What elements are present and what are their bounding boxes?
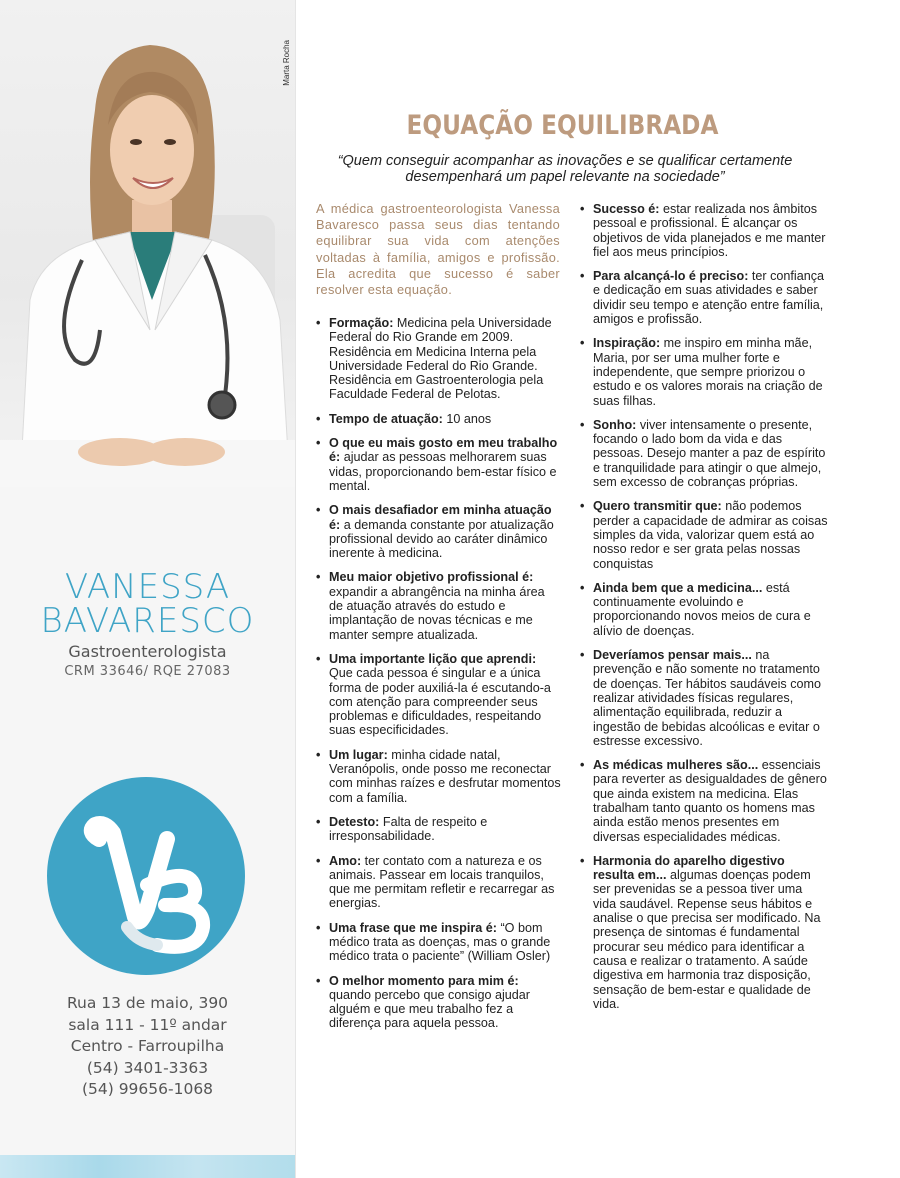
- qa-item: [316, 316, 562, 402]
- qa-label: Uma frase que me inspira é:: [329, 920, 497, 935]
- qa-label: Para alcançá-lo é preciso:: [593, 269, 749, 284]
- qa-label: Uma importante lição que aprendi:: [329, 651, 537, 666]
- qa-label: Inspiração:: [593, 336, 661, 351]
- qa-label: As médicas mulheres são...: [593, 758, 759, 773]
- column-divider: [295, 0, 296, 1178]
- address-line: Centro - Farroupilha: [70, 1037, 225, 1055]
- qa-item: [316, 503, 562, 560]
- qa-label: Sucesso é:: [593, 202, 660, 216]
- qa-label: Sonho:: [593, 417, 637, 432]
- qa-item: [580, 499, 828, 570]
- qa-label: Detesto:: [329, 814, 380, 829]
- qa-label: O melhor momento para mim é:: [329, 973, 519, 988]
- qa-text: Medicina pela Universidade Federal do Rio Grande em 2009. Residência em Medicina Interna pela Universidade Federal do Rio Grande. Residência em Gastroenterologia pela Faculdade Federal de Pelotas.: [329, 316, 552, 402]
- qa-label: Quero transmitir que:: [593, 499, 722, 514]
- phone-line: (54) 3401-3363: [86, 1058, 209, 1077]
- qa-item: [580, 758, 828, 844]
- qa-label: Harmonia do aparelho digestivo resulta em...: [593, 853, 785, 883]
- qa-text: está continuamente evoluindo e proporcionando novos meios de cura e alívio de doenças.: [593, 580, 811, 638]
- article-intro: A médica gastroenteorologista Vanessa Bavaresco passa seus dias tentando equilibrar sua vida com atenções voltadas à família, amigos e profissão. Ela acredita que sucesso é saber resolver esta equação.: [316, 201, 560, 298]
- qa-text: quando percebo que consigo ajudar alguém e que meu trabalho fez a diferença para aquela pessoa.: [329, 987, 530, 1031]
- doctor-name: [0, 567, 295, 641]
- qa-text: viver intensamente o presente, focando o lado bom da vida e das pessoas. Desejo manter a paz de espírito e tranquilidade para atingir o que almejo, sem excesso de cobranças próprias.: [593, 417, 826, 490]
- qa-label: Formação:: [329, 316, 394, 330]
- qa-label: Um lugar:: [329, 747, 388, 762]
- qa-item: [580, 581, 828, 638]
- qa-column-right: [580, 202, 828, 1021]
- qa-text: estar realizada nos âmbitos pessoal e profissional. É alcançar os objetivos de vida planejados e me manter fiel aos meus princípios.: [593, 202, 826, 259]
- qa-item: [316, 815, 562, 844]
- address-line: sala 111 - 11º andar: [68, 1015, 227, 1034]
- qa-text: algumas doenças podem ser prevenidas se a pessoa tiver uma vida saudável. Repense seus hábitos e analise o que precisa ser modificado. Na presença de sintomas é fundamental procurar seu médico para identificar a causa e realizar o tratamento. A saúde digestiva em harmonia traz disposição, sensação de bem-estar e qualidade de vida.: [593, 868, 821, 1011]
- qa-text: ter contato com a natureza e os animais. Passear em locais tranquilos, que me permitam refletir e recarregar as energias.: [329, 853, 555, 911]
- qa-text: ter confiança e dedicação em suas atividades e saber dividir seu tempo e atenção entre família, amigos e profissão.: [593, 269, 825, 327]
- qa-text: Falta de respeito e irresponsabilidade.: [329, 814, 488, 844]
- qa-label: O mais desafiador em minha atuação é:: [329, 503, 552, 532]
- qa-text: essenciais para reverter as desigualdades de gênero que ainda existem na medicina. Elas trabalham tanto quanto os homens mas ainda estão menos presentes em diversas especialidades médicas.: [593, 758, 827, 844]
- contact-address: [0, 993, 295, 1101]
- qa-text: Que cada pessoa é singular e a única forma de poder auxiliá-la é escutando-a com atenção para compreender seus problemas e dificuldades, respeitando suas especificidades.: [329, 666, 551, 738]
- qa-label: Meu maior objetivo profissional é:: [329, 570, 534, 585]
- qa-label: Ainda bem que a medicina...: [593, 580, 763, 595]
- qa-column-left: [316, 316, 562, 1041]
- qa-item: [580, 336, 828, 407]
- qa-item: [316, 436, 562, 493]
- address-line: Rua 13 de maio, 390: [66, 994, 229, 1012]
- qa-item: [580, 418, 828, 489]
- doctor-first-name: VANESSA: [64, 567, 231, 607]
- portrait-illustration: [0, 0, 295, 487]
- qa-label: Tempo de atuação:: [329, 411, 443, 426]
- qa-label: O que eu mais gosto em meu trabalho é:: [329, 436, 558, 465]
- qa-label: Amo:: [329, 853, 362, 868]
- qa-text: me inspiro em minha mãe, Maria, por ser uma mulher forte e independente, que sempre priorizou o estudo e os valores morais na criação de suas filhas.: [593, 336, 823, 408]
- article-quote: “Quem conseguir acompanhar as inovações e se qualificar certamente desempenhará um papel relevante na sociedade”: [337, 153, 793, 185]
- qa-text: “O bom médico trata as doenças, mas o grande médico trata o paciente” (William Osler): [329, 920, 551, 964]
- qa-text: ajudar as pessoas melhorarem suas vidas, proporcionando bem-estar físico e mental.: [329, 450, 557, 493]
- qa-text: minha cidade natal, Veranópolis, onde posso me reconectar com minhas raízes e desfrutar momentos com a família.: [329, 747, 561, 805]
- qa-item: [316, 412, 562, 426]
- photo-credit: Marta Rocha: [282, 40, 291, 86]
- article-title: EQUAÇÃO EQUILIBRADA: [406, 110, 719, 141]
- qa-text: expandir a abrangência na minha área de atuação através do estudo e implantação de novas técnicas e me manter sempre atualizada.: [329, 584, 545, 642]
- doctor-specialty: Gastroenterologista: [68, 642, 227, 661]
- phone-line: (54) 99656-1068: [81, 1080, 214, 1098]
- doctor-registration: CRM 33646/ RQE 27083: [64, 664, 231, 679]
- qa-item: [316, 748, 562, 805]
- qa-label: Deveríamos pensar mais...: [593, 648, 752, 663]
- qa-item: [580, 202, 828, 259]
- qa-item: [580, 269, 828, 326]
- qa-item: [580, 648, 828, 748]
- qa-text: não podemos perder a capacidade de admirar as coisas simples da vida, valorizar quem está ao nosso redor e ser grata pelas nossas conquistas: [593, 499, 828, 571]
- qa-text: a demanda constante por atualização profissional devido ao caráter dinâmico inerente à medicina.: [329, 517, 554, 561]
- decorative-footer-bar: [0, 1155, 295, 1178]
- qa-text: 10 anos: [442, 411, 492, 426]
- qa-item: [316, 974, 562, 1031]
- qa-item: [316, 652, 562, 738]
- qa-item: [316, 570, 562, 641]
- portrait-photo: [0, 0, 295, 487]
- doctor-last-name: BAVARESCO: [40, 601, 255, 641]
- qa-item: [316, 921, 562, 964]
- qa-item: [580, 854, 828, 1011]
- qa-text: na prevenção e não somente no tratamento de doenças. Ter hábitos saudáveis como realizar atividades físicas regulares, alimentação equilibrada, reduzir a ingestão de bebidas alcoólicas e evitar o estresse excessivo.: [593, 648, 821, 748]
- qa-item: [316, 854, 562, 911]
- vb-logo-icon: [47, 777, 245, 975]
